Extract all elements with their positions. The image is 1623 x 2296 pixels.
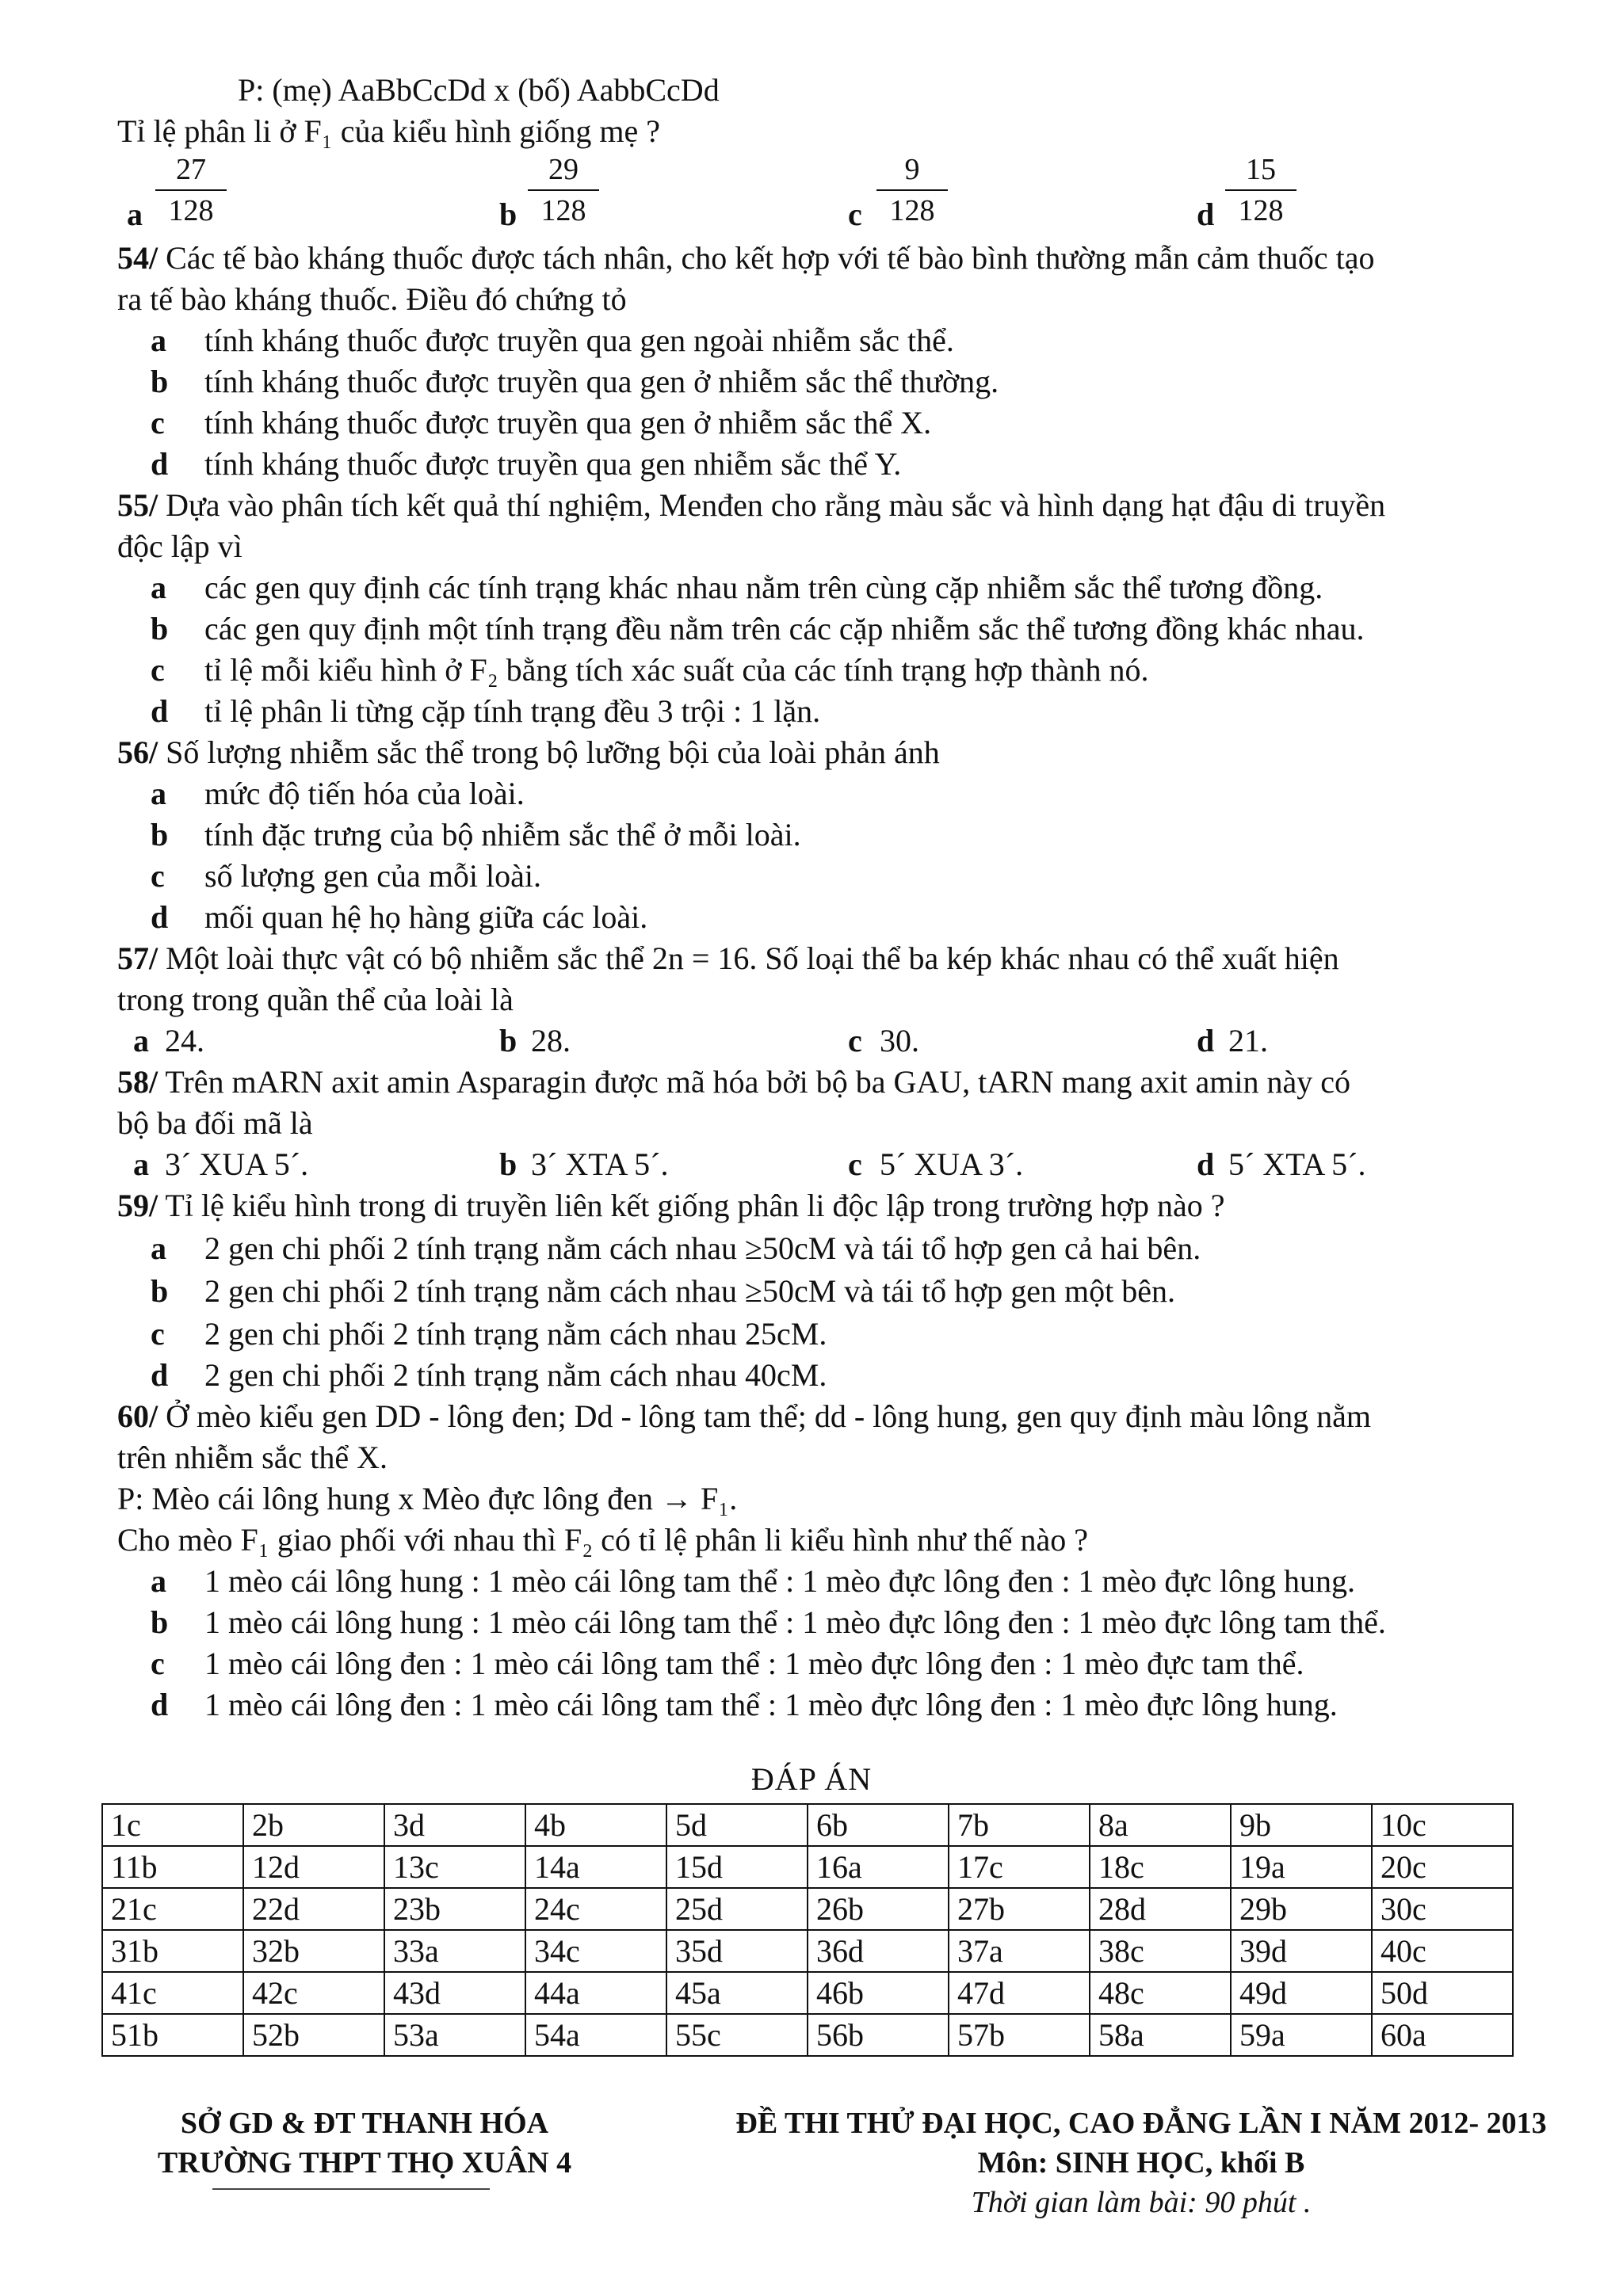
answer-cell: 60a	[1372, 2014, 1513, 2056]
answer-cell: 3d	[384, 1804, 525, 1846]
option-letter: c	[151, 1646, 165, 1681]
fraction	[1225, 151, 1296, 229]
option-text: tính kháng thuốc được truyền qua gen ở nhiễm sắc thể X.	[204, 405, 932, 441]
exam-header	[682, 2103, 1601, 2222]
question-number: 56/	[117, 734, 158, 770]
option-letter: a	[151, 1230, 166, 1266]
question-number: 55/	[117, 487, 158, 523]
answer-cell: 28d	[1090, 1888, 1231, 1930]
q55-option-b	[151, 608, 1601, 650]
denominator: 128	[168, 194, 214, 227]
option-letter: a	[151, 1563, 166, 1599]
q60-stem-line3: Cho mèo F₁ giao phối với nhau thì F₂ có tỉ lệ phân li kiểu hình như thế nào ?	[117, 1522, 1089, 1558]
answer-row	[102, 1888, 1513, 1930]
option-letter: c	[151, 858, 165, 894]
q59-option-a	[151, 1228, 1601, 1269]
answer-row	[102, 1930, 1513, 1972]
option-text: mối quan hệ họ hàng giữa các loài.	[204, 899, 648, 935]
exam-duration: Thời gian làm bài: 90 phút .	[971, 2186, 1312, 2219]
option-letter: a	[151, 776, 166, 811]
answer-cell: 13c	[384, 1846, 525, 1888]
option-text: mức độ tiến hóa của loài.	[204, 776, 525, 811]
answer-cell: 53a	[384, 2014, 525, 2056]
q56-stem-line1	[117, 732, 1568, 773]
answer-cell: 52b	[243, 2014, 384, 2056]
answer-cell: 33a	[384, 1930, 525, 1972]
option-letter: a	[151, 322, 166, 358]
answer-cell: 45a	[666, 1972, 808, 2014]
option-letter: d	[151, 1357, 169, 1393]
q57-stem-line2: trong trong quần thể của loài là	[117, 982, 514, 1017]
option-letter: b	[499, 1146, 517, 1182]
option-text: tính kháng thuốc được truyền qua gen ngoài nhiễm sắc thể.	[204, 322, 954, 358]
fraction	[155, 151, 227, 229]
question-number: 57/	[117, 940, 158, 976]
question-number: 54/	[117, 240, 158, 276]
q59-stem-line1	[117, 1185, 1568, 1226]
answer-row	[102, 2014, 1513, 2056]
q60-cross: P: Mèo cái lông hung x Mèo đực lông đen → F₁.	[117, 1481, 738, 1516]
q53-question: Tỉ lệ phân li ở F₁ của kiểu hình giống mẹ ?	[117, 113, 660, 149]
answer-cell: 24c	[525, 1888, 666, 1930]
answer-cell: 9b	[1231, 1804, 1372, 1846]
answer-cell: 47d	[949, 1972, 1090, 2014]
q58-option-d	[1197, 1144, 1365, 1185]
answer-cell: 48c	[1090, 1972, 1231, 2014]
answer-cell: 30c	[1372, 1888, 1513, 1930]
option-text: 21.	[1228, 1023, 1268, 1058]
q57-option-a	[133, 1020, 204, 1062]
option-letter: a	[127, 196, 143, 232]
option-text: 3´ XTA 5´.	[531, 1146, 669, 1182]
question-text: Ở mèo kiểu gen DD - lông đen; Dd - lông tam thể; dd - lông hung, gen quy định màu lông nằm	[158, 1398, 1372, 1434]
option-letter: d	[151, 446, 169, 482]
answer-cell: 16a	[808, 1846, 949, 1888]
answer-cell: 38c	[1090, 1930, 1231, 1972]
option-text: 1 mèo cái lông đen : 1 mèo cái lông tam thể : 1 mèo đực lông đen : 1 mèo đực tam thể.	[204, 1646, 1304, 1681]
option-text: các gen quy định các tính trạng khác nhau nằm trên cùng cặp nhiễm sắc thể tương đồng.	[204, 570, 1323, 605]
q59-option-d	[151, 1355, 1601, 1396]
answer-cell: 32b	[243, 1930, 384, 1972]
option-letter: b	[151, 364, 169, 399]
answer-cell: 27b	[949, 1888, 1090, 1930]
numerator: 15	[1225, 151, 1296, 191]
numerator: 27	[155, 151, 227, 191]
q60-option-b	[151, 1602, 1601, 1643]
option-text: 24.	[165, 1023, 204, 1058]
option-letter: c	[151, 405, 165, 441]
option-text: 2 gen chi phối 2 tính trạng nằm cách nhau ≥50cM và tái tổ hợp gen cả hai bên.	[204, 1230, 1201, 1266]
option-text: 30.	[880, 1023, 919, 1058]
option-letter: c	[848, 1023, 862, 1058]
answer-cell: 35d	[666, 1930, 808, 1972]
option-text: 3´ XUA 5´.	[165, 1146, 309, 1182]
question-text: Các tế bào kháng thuốc được tách nhân, cho kết hợp với tế bào bình thường mẫn cảm thuốc tạo	[158, 240, 1375, 276]
denominator: 128	[889, 194, 935, 227]
answer-row	[102, 1804, 1513, 1846]
denominator: 128	[540, 194, 586, 227]
option-text: 2 gen chi phối 2 tính trạng nằm cách nhau ≥50cM và tái tổ hợp gen một bên.	[204, 1273, 1176, 1309]
answer-key-body	[102, 1804, 1513, 2056]
option-letter: d	[1197, 1023, 1215, 1058]
option-letter: a	[133, 1146, 149, 1182]
question-text: Một loài thực vật có bộ nhiễm sắc thể 2n = 16. Số loại thể ba kép khác nhau có thể xuất hiện	[158, 940, 1339, 976]
option-text: tỉ lệ mỗi kiểu hình ở F₂ bằng tích xác suất của các tính trạng hợp thành nó.	[204, 652, 1149, 688]
q56-option-b	[151, 814, 1601, 856]
option-letter: c	[848, 196, 862, 232]
q59-option-b	[151, 1271, 1601, 1312]
question-text: Tỉ lệ kiểu hình trong di truyền liên kết giống phân li độc lập trong trường hợp nào ?	[158, 1188, 1225, 1223]
answer-cell: 4b	[525, 1804, 666, 1846]
q56-option-d	[151, 897, 1601, 938]
answer-row	[102, 1846, 1513, 1888]
option-text: tỉ lệ phân li từng cặp tính trạng đều 3 trội : 1 lặn.	[204, 693, 821, 729]
q58-option-c	[848, 1144, 1023, 1185]
answer-cell: 14a	[525, 1846, 666, 1888]
answer-cell: 40c	[1372, 1930, 1513, 1972]
option-letter: b	[151, 611, 169, 646]
option-letter: b	[499, 1023, 517, 1058]
answer-cell: 46b	[808, 1972, 949, 2014]
q55-stem-line2: độc lập vì	[117, 528, 242, 564]
q55-option-d	[151, 691, 1601, 732]
q53-cross: P: (mẹ) AaBbCcDd x (bố) AabbCcDd	[238, 72, 720, 108]
answer-cell: 10c	[1372, 1804, 1513, 1846]
school-name: TRƯỜNG THPT THỌ XUÂN 4	[157, 2146, 572, 2180]
question-text: Dựa vào phân tích kết quả thí nghiệm, Menđen cho rằng màu sắc và hình dạng hạt đậu di truyền	[158, 487, 1386, 523]
divider-line	[212, 2188, 490, 2190]
answer-cell: 11b	[102, 1846, 243, 1888]
answer-cell: 55c	[666, 2014, 808, 2056]
option-text: số lượng gen của mỗi loài.	[204, 858, 541, 894]
answer-cell: 59a	[1231, 2014, 1372, 2056]
option-text: 5´ XTA 5´.	[1228, 1146, 1366, 1182]
answer-cell: 18c	[1090, 1846, 1231, 1888]
answer-cell: 5d	[666, 1804, 808, 1846]
answer-cell: 34c	[525, 1930, 666, 1972]
numerator: 29	[528, 151, 599, 191]
question-number: 60/	[117, 1398, 158, 1434]
answer-cell: 56b	[808, 2014, 949, 2056]
option-text: tính kháng thuốc được truyền qua gen ở nhiễm sắc thể thường.	[204, 364, 999, 399]
answer-cell: 49d	[1231, 1972, 1372, 2014]
option-letter: b	[499, 196, 517, 232]
q60-option-a	[151, 1561, 1601, 1602]
answer-key-title: ĐÁP ÁN	[750, 1761, 873, 1797]
option-letter: c	[151, 652, 165, 688]
question-number: 59/	[117, 1188, 158, 1223]
q53-options	[127, 147, 1553, 242]
q54-option-b	[151, 361, 1601, 402]
q56-option-a	[151, 773, 1601, 814]
fraction	[876, 151, 948, 229]
question-text: Trên mARN axit amin Asparagin được mã hóa bởi bộ ba GAU, tARN mang axit amin này có	[158, 1064, 1351, 1100]
option-text: các gen quy định một tính trạng đều nằm trên các cặp nhiễm sắc thể tương đồng khác nhau.	[204, 611, 1365, 646]
answer-cell: 19a	[1231, 1846, 1372, 1888]
option-letter: d	[1197, 196, 1215, 232]
option-letter: a	[151, 570, 166, 605]
q58-option-a	[133, 1144, 308, 1185]
q60-stem-line1	[117, 1396, 1568, 1437]
answer-cell: 12d	[243, 1846, 384, 1888]
answer-cell: 6b	[808, 1804, 949, 1846]
answer-key-table	[101, 1803, 1514, 2057]
option-letter: c	[848, 1146, 862, 1182]
numerator: 9	[876, 151, 948, 191]
answer-cell: 21c	[102, 1888, 243, 1930]
question-number: 58/	[117, 1064, 158, 1100]
answer-cell: 39d	[1231, 1930, 1372, 1972]
option-letter: d	[151, 693, 169, 729]
q55-stem-line1	[117, 485, 1568, 526]
option-letter: b	[151, 817, 169, 852]
q58-stem-line1	[117, 1062, 1568, 1103]
answer-cell: 51b	[102, 2014, 243, 2056]
answer-cell: 54a	[525, 2014, 666, 2056]
answer-cell: 26b	[808, 1888, 949, 1930]
option-text: 1 mèo cái lông hung : 1 mèo cái lông tam thể : 1 mèo đực lông đen : 1 mèo đực lông tam thể.	[204, 1604, 1386, 1640]
option-text: 2 gen chi phối 2 tính trạng nằm cách nhau 40cM.	[204, 1357, 827, 1393]
school-header	[127, 2103, 602, 2183]
q54-stem-line1	[117, 238, 1568, 279]
department-name: SỞ GD & ĐT THANH HÓA	[180, 2107, 549, 2140]
answer-cell: 23b	[384, 1888, 525, 1930]
answer-cell: 20c	[1372, 1846, 1513, 1888]
option-letter: d	[1197, 1146, 1215, 1182]
answer-cell: 58a	[1090, 2014, 1231, 2056]
option-letter: b	[151, 1604, 169, 1640]
option-letter: b	[151, 1273, 169, 1309]
q59-option-c	[151, 1314, 1601, 1355]
q60-stem-line2: trên nhiễm sắc thể X.	[117, 1440, 388, 1475]
q54-option-a	[151, 320, 1601, 361]
answer-cell: 36d	[808, 1930, 949, 1972]
answer-cell: 43d	[384, 1972, 525, 2014]
q57-option-d	[1197, 1020, 1268, 1062]
answer-cell: 8a	[1090, 1804, 1231, 1846]
answer-cell: 37a	[949, 1930, 1090, 1972]
exam-title: ĐỀ THI THỬ ĐẠI HỌC, CAO ĐẲNG LẦN I NĂM 2012- 2013	[735, 2107, 1547, 2140]
q54-option-d	[151, 444, 1601, 485]
option-text: tính kháng thuốc được truyền qua gen nhiễm sắc thể Y.	[204, 446, 902, 482]
answer-cell: 17c	[949, 1846, 1090, 1888]
q55-option-c	[151, 650, 1601, 691]
question-text: Số lượng nhiễm sắc thể trong bộ lưỡng bội của loài phản ánh	[158, 734, 940, 770]
option-letter: d	[151, 1687, 169, 1722]
option-text: 1 mèo cái lông hung : 1 mèo cái lông tam thể : 1 mèo đực lông đen : 1 mèo đực lông hung.	[204, 1563, 1355, 1599]
denominator: 128	[1238, 194, 1284, 227]
option-letter: a	[133, 1023, 149, 1058]
option-text: 28.	[531, 1023, 571, 1058]
answer-cell: 42c	[243, 1972, 384, 2014]
q55-option-a	[151, 567, 1601, 608]
answer-cell: 2b	[243, 1804, 384, 1846]
q56-option-c	[151, 856, 1601, 897]
answer-cell: 15d	[666, 1846, 808, 1888]
q54-stem-line2: ra tế bào kháng thuốc. Điều đó chứng tỏ	[117, 281, 627, 317]
answer-cell: 1c	[102, 1804, 243, 1846]
answer-cell: 22d	[243, 1888, 384, 1930]
answer-cell: 7b	[949, 1804, 1090, 1846]
q54-option-c	[151, 402, 1601, 444]
q57-option-c	[848, 1020, 919, 1062]
q58-option-b	[499, 1144, 668, 1185]
answer-cell: 41c	[102, 1972, 243, 2014]
exam-subject: Môn: SINH HỌC, khối B	[977, 2146, 1305, 2180]
answer-cell: 50d	[1372, 1972, 1513, 2014]
q57-option-b	[499, 1020, 571, 1062]
answer-cell: 29b	[1231, 1888, 1372, 1930]
answer-cell: 57b	[949, 2014, 1090, 2056]
answer-cell: 31b	[102, 1930, 243, 1972]
option-text: tính đặc trưng của bộ nhiễm sắc thể ở mỗi loài.	[204, 817, 801, 852]
q60-option-c	[151, 1643, 1601, 1684]
q57-stem-line1	[117, 938, 1568, 979]
option-text: 5´ XUA 3´.	[880, 1146, 1024, 1182]
option-letter: d	[151, 899, 169, 935]
q60-option-d	[151, 1684, 1601, 1726]
option-text: 2 gen chi phối 2 tính trạng nằm cách nhau 25cM.	[204, 1316, 827, 1352]
q58-stem-line2: bộ ba đối mã là	[117, 1105, 313, 1141]
option-letter: c	[151, 1316, 165, 1352]
answer-row	[102, 1972, 1513, 2014]
fraction	[528, 151, 599, 229]
answer-cell: 44a	[525, 1972, 666, 2014]
answer-cell: 25d	[666, 1888, 808, 1930]
option-text: 1 mèo cái lông đen : 1 mèo cái lông tam thể : 1 mèo đực lông đen : 1 mèo đực lông hung.	[204, 1687, 1338, 1722]
